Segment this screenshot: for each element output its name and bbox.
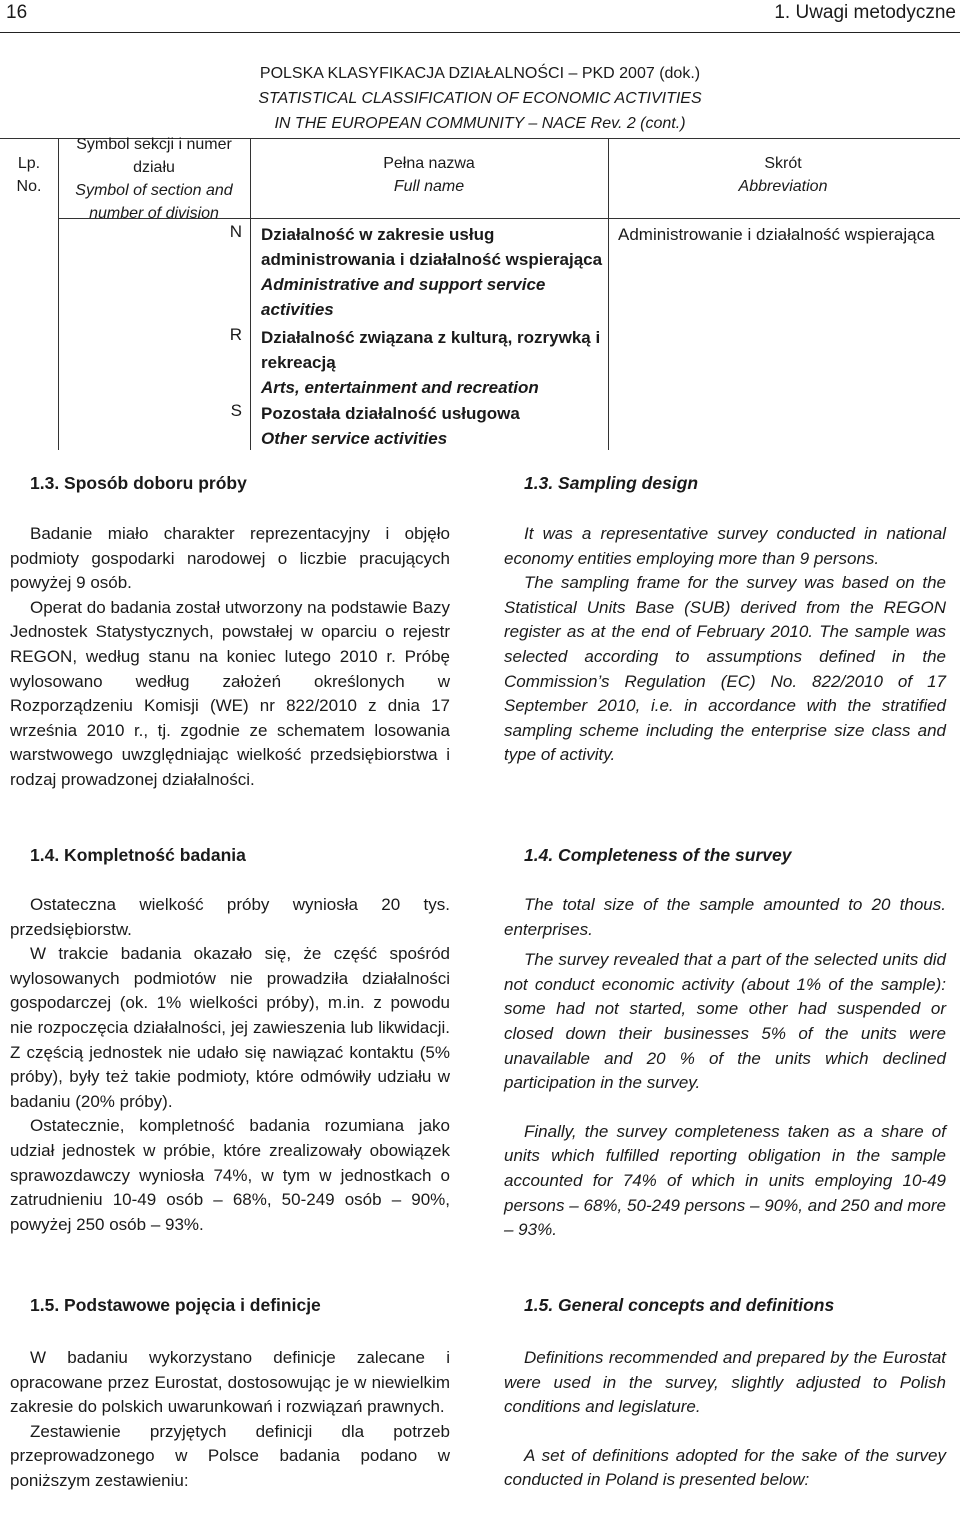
table-row-symbol: N — [229, 222, 242, 241]
paragraph: It was a representative survey conducted in national economy entities employing more than 9 persons. — [504, 524, 946, 568]
section-body-en — [504, 522, 946, 768]
section-body-en — [504, 893, 946, 1243]
paragraph: Ostatecznie, kompletność badania rozumiana jako udział jednostek w próbie, które zrealizowały obowiązek sprawozdawczy wyniosła 74%, w tym w jednostkach o zatrudnieniu 10-49 osób – 68%, 50-249 osób – 90%, powyżej 250 osób – 93%. — [10, 1116, 450, 1234]
running-header — [0, 0, 960, 26]
table-row-name — [261, 401, 606, 451]
col-header-no — [0, 152, 58, 198]
col-header-name-en: Full name — [393, 178, 465, 195]
col-header-name — [250, 152, 608, 198]
paragraph: The sampling frame for the survey was based on the Statistical Units Base (SUB) derived from the REGON register as at the end of February 2010. The sample was selected according to assumptions defined in the Commission’s Regulation (EC) No. 822/2010 of 17 September 2010, i.e. in accordance with the stratified sampling scheme including the enterprise size class and type of activity. — [504, 573, 946, 765]
section-name-en: Arts, entertainment and recreation — [261, 378, 539, 397]
section-body-pl — [10, 1346, 450, 1494]
section-name-pl: Pozostała działalność usługowa — [261, 404, 520, 423]
section-name-pl: Działalność związana z kulturą, rozrywką i rekreacją — [261, 328, 601, 372]
paragraph: Definitions recommended and prepared by the Eurostat were used in the survey, slightly adjusted to Polish conditions and legislature. — [504, 1348, 946, 1417]
col-header-symbol — [60, 133, 248, 225]
table-vline-1 — [58, 138, 59, 450]
chapter-title: 1. Uwagi metodyczne — [774, 2, 956, 23]
section-heading-en: 1.5. General concepts and definitions — [524, 1295, 835, 1315]
paragraph: Ostateczna wielkość próby wyniosła 20 tys. przedsiębiorstw. — [10, 895, 450, 939]
paragraph: A set of definitions adopted for the sake of the survey conducted in Poland is presented below: — [504, 1445, 946, 1490]
page-number: 16 — [6, 2, 28, 23]
paragraph: Finally, the survey completeness taken as a share of units which fulfilled reporting obligation in the sample accounted for 74% of which in units employing 10-49 persons – 68%, 50-249 persons – 90%, and 250 and more – 93%. — [504, 1121, 946, 1240]
section-heading-pl: 1.4. Kompletność badania — [30, 845, 246, 865]
paragraph: Badanie miało charakter reprezentacyjny i objęło podmioty gospodarki narodowej o liczbie pracujących powyżej 9 osób. — [10, 524, 450, 593]
col-header-no-en: No. — [16, 178, 42, 195]
table-row-name — [261, 222, 606, 322]
table-row-abbr: Administrowanie i działalność wspierająca — [618, 225, 935, 244]
section-body-pl — [10, 522, 450, 793]
col-header-abbr — [608, 152, 958, 198]
header-rule — [0, 32, 960, 33]
col-header-abbr-pl: Skrót — [764, 155, 802, 172]
paragraph: The survey revealed that a part of the selected units did not conduct economic activity (about 1% of the sample): some had not started, some other had suspended or closed down their businesses 5% of the units were unavailable and 20 % of the units which declined participation in the survey. — [504, 950, 946, 1093]
paragraph: Operat do badania został utworzony na podstawie Bazy Jednostek Statystycznych, powstałej w oparciu o rejestr REGON, według stanu na koniec lutego 2010 r. Próbę wylosowano według założeń określonych w Rozporządzeniu Komisji (WE) nr 822/2010 z dnia 17 września 2010 r., tj. zgodnie ze schematem losowania warstwowego uwzględniając wielkość przedsiębiorstwa i rodzaj prowadzonej działalności. — [10, 597, 450, 789]
table-row-name — [261, 325, 606, 400]
section-name-en: Administrative and support service activities — [261, 275, 546, 319]
col-header-no-pl: Lp. — [17, 155, 41, 172]
col-header-abbr-en: Abbreviation — [738, 178, 828, 195]
paragraph: W badaniu wykorzystano definicje zalecane i opracowane przez Eurostat, dostosowując je w niewielkim zakresie do polskich uwarunkowań i rozwiązań prawnych. — [10, 1348, 450, 1417]
col-header-symbol-pl: Symbol sekcji i numer działu — [76, 136, 232, 176]
section-heading-en: 1.3. Sampling design — [524, 473, 699, 493]
classification-title-en-2: IN THE EUROPEAN COMMUNITY – NACE Rev. 2 (cont.) — [274, 115, 686, 132]
section-body-pl — [10, 893, 450, 1237]
col-header-name-pl: Pełna nazwa — [383, 155, 475, 172]
section-body-en — [504, 1346, 946, 1493]
section-heading-pl: 1.3. Sposób doboru próby — [30, 473, 247, 493]
section-heading-pl: 1.5. Podstawowe pojęcia i definicje — [30, 1295, 321, 1315]
table-row-symbol: R — [229, 325, 242, 344]
paragraph: The total size of the sample amounted to 20 thous. enterprises. — [504, 895, 946, 939]
section-name-en: Other service activities — [261, 429, 448, 448]
col-header-symbol-en: Symbol of section and number of division — [75, 182, 233, 222]
section-heading-en: 1.4. Completeness of the survey — [524, 845, 792, 865]
paragraph: Zestawienie przyjętych definicji dla potrzeb przeprowadzonego w Polsce badania podano w poniższym zestawieniu: — [10, 1421, 450, 1490]
paragraph: W trakcie badania okazało się, że część spośród wylosowanych podmiotów nie prowadziła działalności gospodarczej (ok. 1% wielkości próby), m.in. z powodu nie rozpoczęcia działalności, jej zawieszenia lub likwidacji. Z częścią jednostek nie udało się nawiązać kontaktu (5% próby), były też takie podmioty, które odmówiły udziału w badaniu (20% próby). — [10, 944, 450, 1111]
classification-title-pl: POLSKA KLASYFIKACJA DZIAŁALNOŚCI – PKD 2007 (dok.) — [259, 65, 701, 82]
classification-title-en-1: STATISTICAL CLASSIFICATION OF ECONOMIC ACTIVITIES — [258, 90, 702, 107]
section-name-pl: Działalność w zakresie usług administrowania i działalność wspierająca — [261, 225, 603, 269]
table-row-symbol: S — [230, 401, 242, 420]
